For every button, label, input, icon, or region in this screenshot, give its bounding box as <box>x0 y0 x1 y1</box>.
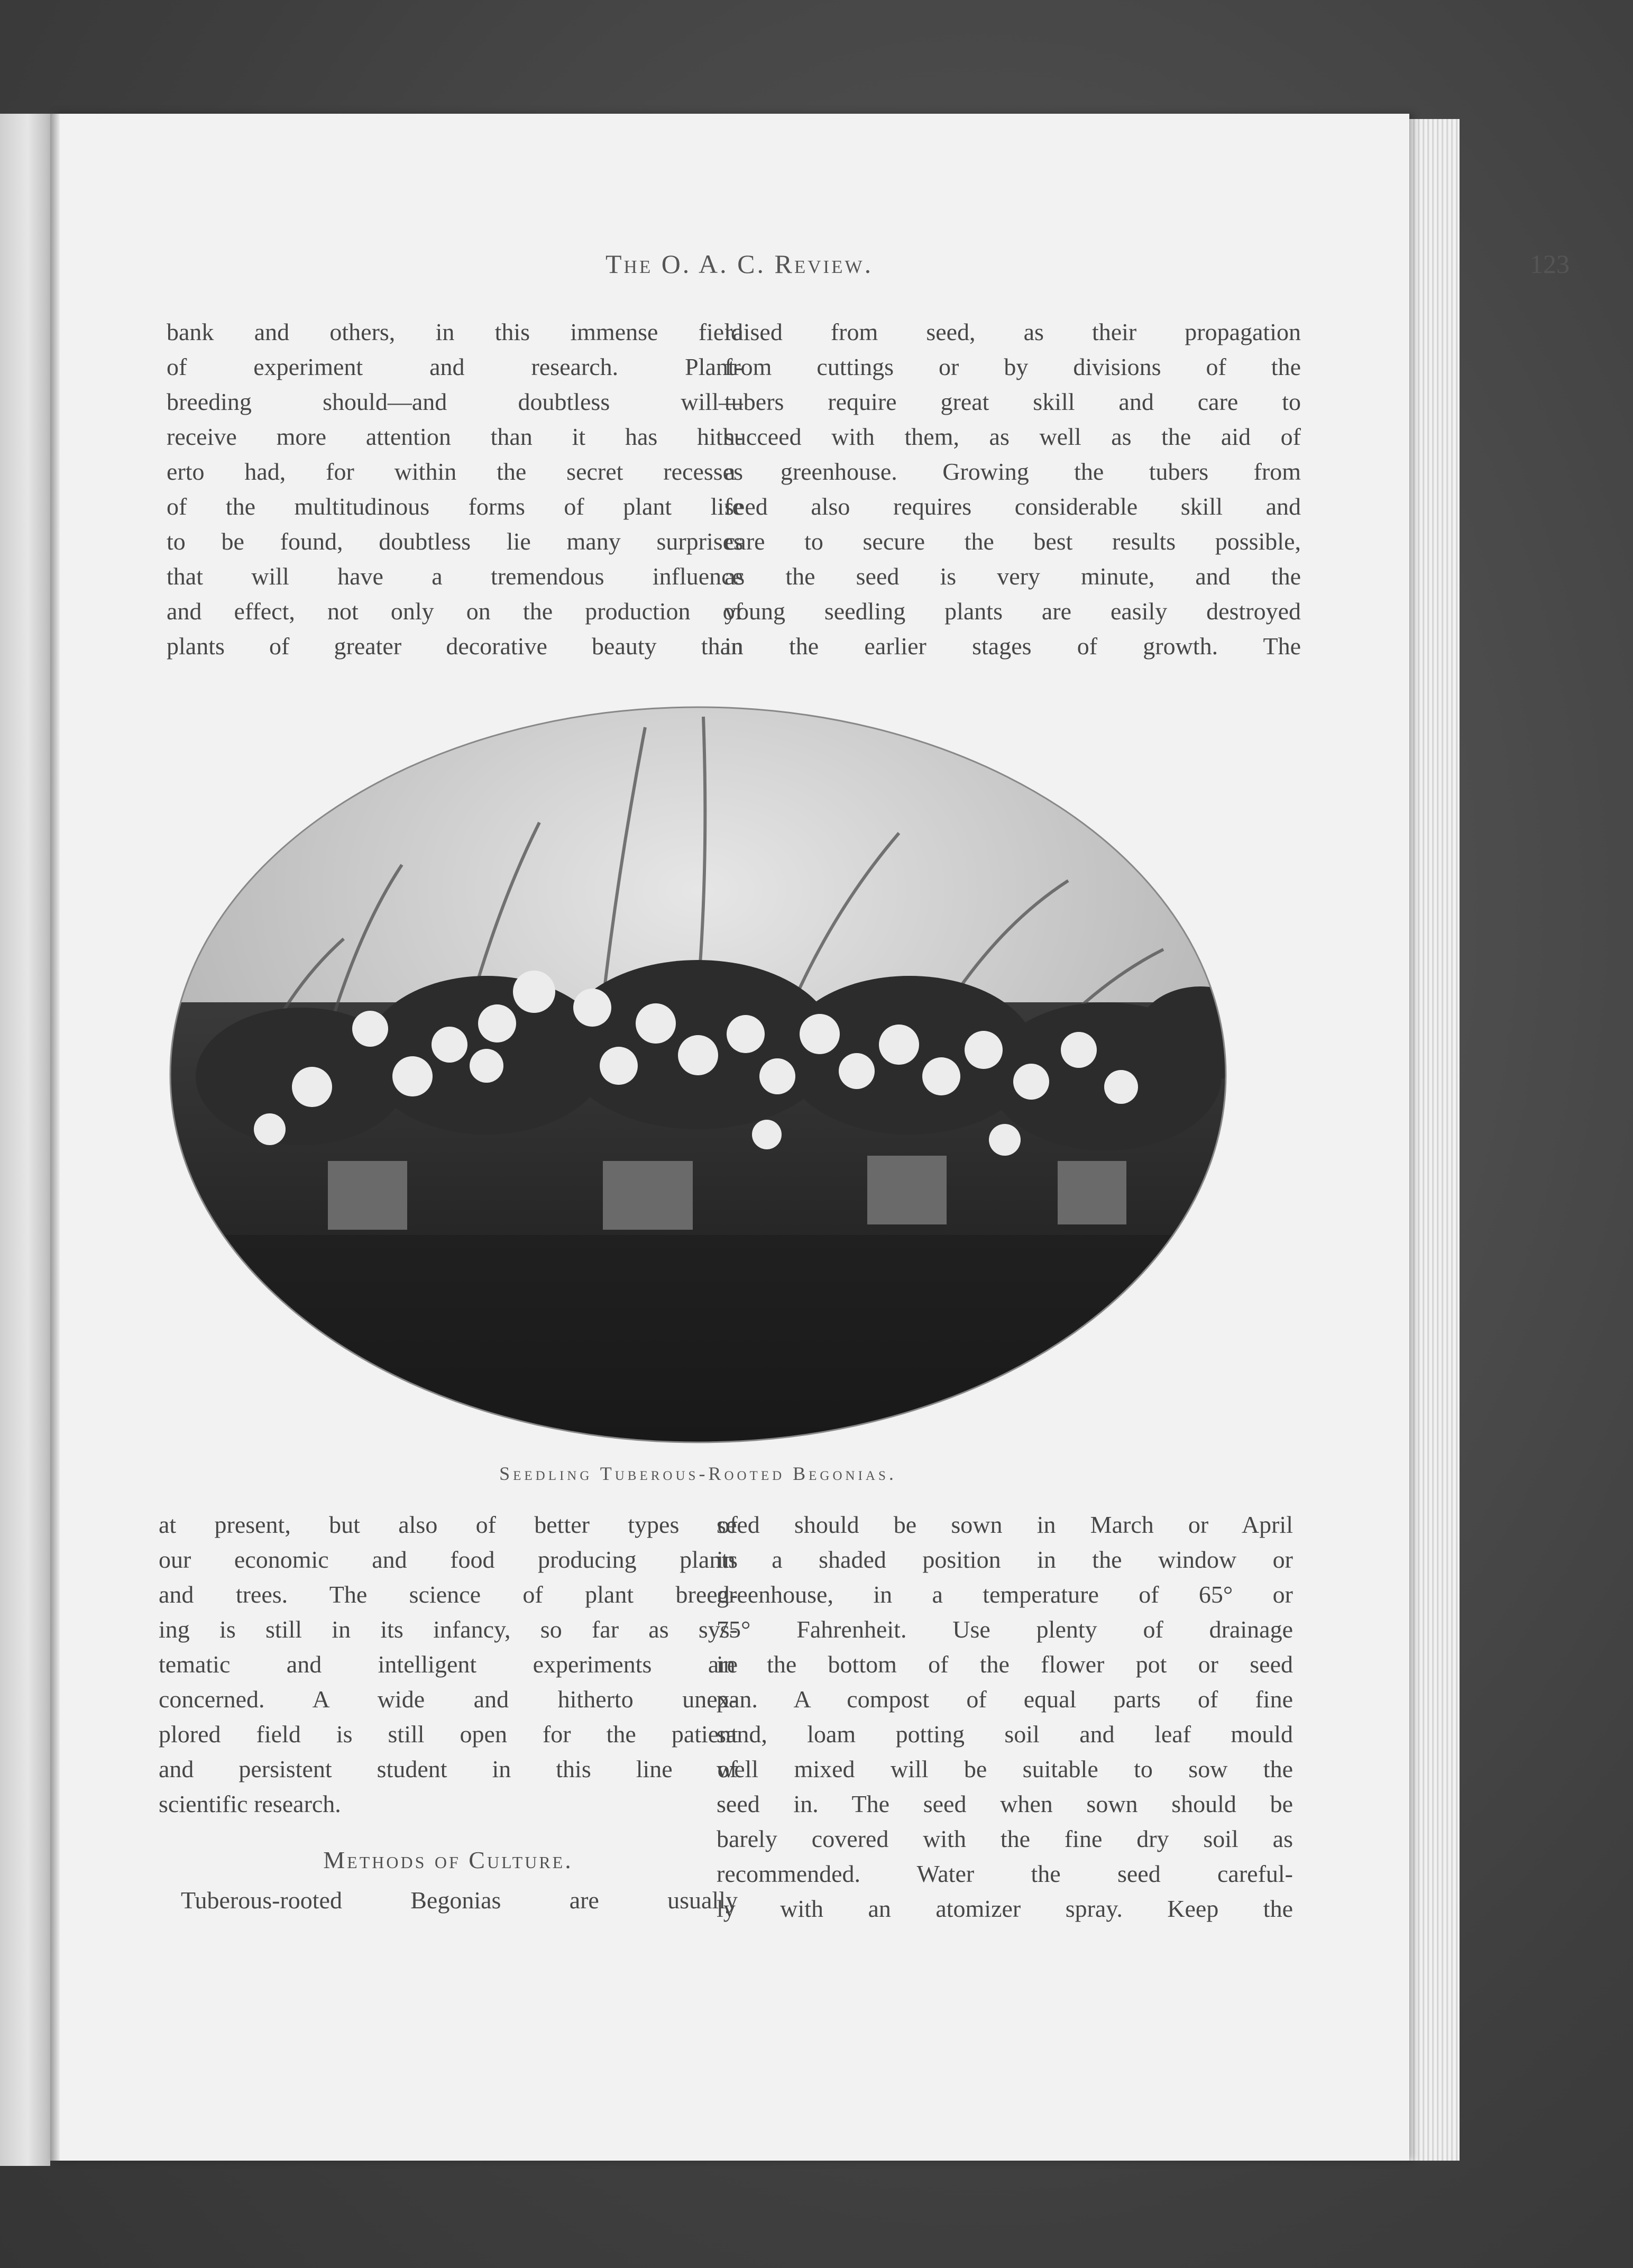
text-line: recommended. Water the seed careful- <box>717 1860 1293 1887</box>
text-line: pan. A compost of equal parts of fine <box>717 1686 1293 1713</box>
text-line: care to secure the best results possible, <box>724 528 1301 555</box>
column-top-left <box>167 315 743 664</box>
text-line: raised from seed, as their propagation <box>724 318 1301 345</box>
text-line: 75° Fahrenheit. Use plenty of drainage <box>717 1616 1293 1643</box>
text-line: as the seed is very minute, and the <box>724 563 1301 590</box>
page-gutter <box>50 114 60 2161</box>
text-line: barely covered with the fine dry soil as <box>717 1825 1293 1852</box>
text-line: plored field is still open for the patient <box>159 1721 738 1748</box>
text-line: Tuberous-rooted Begonias are usually <box>181 1887 738 1914</box>
text-line: of experiment and research. Plant- <box>167 353 743 380</box>
text-line: ing is still in its infancy, so far as sys- <box>159 1616 738 1643</box>
column-bottom-left <box>159 1507 738 1918</box>
text-line: tematic and intelligent experiments are <box>159 1651 738 1678</box>
text-line: breeding should—and doubtless will— <box>167 388 743 415</box>
text-line: concerned. A wide and hitherto unex- <box>159 1686 738 1713</box>
text-line: bank and others, in this immense field <box>167 318 743 345</box>
text-line: young seedling plants are easily destroyed <box>724 598 1301 625</box>
text-line: and persistent student in this line of <box>159 1755 738 1782</box>
text-line: and effect, not only on the production of <box>167 598 743 625</box>
text-line: greenhouse, in a temperature of 65° or <box>717 1581 1293 1608</box>
figure-caption: Seedling Tuberous-Rooted Begonias. <box>499 1463 897 1484</box>
text-line: our economic and food producing plants <box>159 1546 738 1573</box>
column-bottom-right <box>717 1507 1293 1926</box>
text-line: seed should be sown in March or April <box>717 1511 1293 1538</box>
text-line: well mixed will be suitable to sow the <box>717 1755 1293 1782</box>
text-line: that will have a tremendous influence <box>167 563 743 590</box>
text-line: in the earlier stages of growth. The <box>724 633 1301 660</box>
begonia-photograph <box>169 706 1227 1444</box>
text-line: of the multitudinous forms of plant life <box>167 493 743 520</box>
text-line: tubers require great skill and care to <box>724 388 1301 415</box>
page-number: 123 <box>1530 249 1570 279</box>
section-heading: Methods of Culture. <box>323 1846 573 1873</box>
text-line: seed also requires considerable skill and <box>724 493 1301 520</box>
text-line: ly with an atomizer spray. Keep the <box>717 1895 1293 1922</box>
text-line: sand, loam potting soil and leaf mould <box>717 1721 1293 1748</box>
text-line: a greenhouse. Growing the tubers from <box>724 458 1301 485</box>
text-line: scientific research. <box>159 1790 341 1817</box>
column-top-right <box>724 315 1301 664</box>
text-line: in the bottom of the flower pot or seed <box>717 1651 1293 1678</box>
text-line: plants of greater decorative beauty than <box>167 633 743 660</box>
text-line: at present, but also of better types of <box>159 1511 738 1538</box>
page-header <box>606 249 1570 286</box>
text-line: succeed with them, as well as the aid of <box>724 423 1301 450</box>
text-line: in a shaded position in the window or <box>717 1546 1293 1573</box>
text-line: receive more attention than it has hith- <box>167 423 743 450</box>
text-line: from cuttings or by divisions of the <box>724 353 1301 380</box>
text-line: erto had, for within the secret recesses <box>167 458 743 485</box>
facing-page-edge <box>0 114 50 2166</box>
text-line: to be found, doubtless lie many surprises <box>167 528 743 555</box>
text-line: and trees. The science of plant breed- <box>159 1581 738 1608</box>
running-head: The O. A. C. Review. <box>606 249 874 279</box>
text-line: seed in. The seed when sown should be <box>717 1790 1293 1817</box>
